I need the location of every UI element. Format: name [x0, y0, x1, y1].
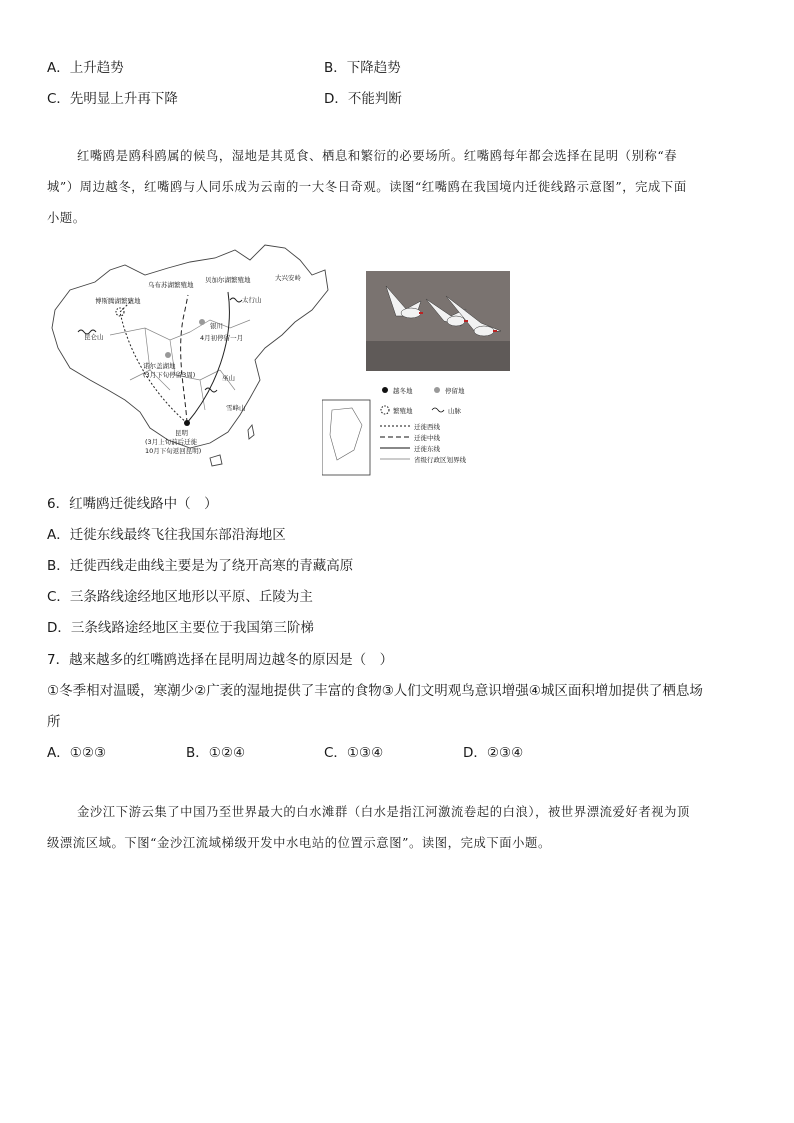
- map-label-nuoergai-stay: (3月下旬停留3周): [143, 371, 196, 379]
- yinchuan-stopover-point: [199, 319, 205, 325]
- map-label-taihang: 太行山: [242, 296, 262, 304]
- intro-paragraph-jinsha: [47, 797, 747, 859]
- q5-option-c: C．先明显上升再下降: [47, 91, 178, 107]
- q7-option-b: B．①②④: [186, 745, 246, 761]
- hainan-outline: [210, 455, 222, 466]
- map-label-kunming: 昆明: [175, 429, 188, 437]
- taiwan-outline: [248, 425, 254, 439]
- q7-items-line1: ①冬季相对温暖，寒潮少②广袤的湿地提供了丰富的食物③人们文明观鸟意识增强④城区面积增加提供了栖息场: [47, 683, 703, 699]
- legend-west-route: 迁徙西线: [414, 423, 440, 431]
- legend-east-route: 迁徙东线: [414, 445, 440, 453]
- nuoergai-stopover-point: [165, 352, 171, 358]
- route-east: [187, 292, 229, 423]
- intro-line: 级漂流区域。下图“金沙江流域梯级开发中水电站的位置示意图”。读图，完成下面小题。: [47, 836, 551, 850]
- map-label-nuoergai: 诺尔盖湖地: [143, 362, 176, 370]
- q7-option-a: A．①②③: [47, 745, 107, 761]
- legend-stopover: 停留地: [445, 387, 465, 395]
- red-billed-gull-photo: [366, 271, 510, 371]
- intro-line: 小题。: [47, 211, 86, 225]
- map-label-kunming-note2: 10月下旬返回昆明): [145, 447, 202, 455]
- map-label-baikal: 贝加尔湖繁殖地: [205, 276, 251, 284]
- map-legend: [322, 380, 512, 476]
- migration-route-map: [50, 240, 330, 478]
- map-label-kunlun: 昆仑山: [84, 333, 104, 341]
- q6-option-a: A．迁徙东线最终飞往我国东部沿海地区: [47, 527, 286, 543]
- legend-boundary: 省级行政区划界线: [414, 456, 466, 464]
- q5-option-b: B．下降趋势: [324, 60, 401, 76]
- q5-option-a: A．上升趋势: [47, 60, 124, 76]
- q5-option-d: D．不能判断: [324, 91, 402, 107]
- q6-option-b: B．迁徙西线走曲线主要是为了绕开高寒的青藏高原: [47, 558, 354, 574]
- map-label-stay-time: 4月初停留一月: [200, 334, 244, 342]
- legend-wintering: 越冬地: [393, 387, 413, 395]
- map-label-wubusu: 乌布苏湖繁殖地: [148, 281, 194, 289]
- q6-option-d: D．三条线路途经地区主要位于我国第三阶梯: [47, 620, 314, 636]
- q6-option-c: C．三条路线途经地区地形以平原、丘陵为主: [47, 589, 313, 605]
- q7-option-d: D．②③④: [463, 745, 524, 761]
- kunming-wintering-point: [184, 420, 190, 426]
- legend-breeding: 繁殖地: [393, 407, 413, 415]
- inset-map-frame: [322, 400, 370, 475]
- map-label-daxinganling: 大兴安岭: [275, 274, 301, 282]
- legend-middle-route: 迁徙中线: [414, 434, 440, 442]
- q7-stem: 7．越来越多的红嘴鸥选择在昆明周边越冬的原因是（ ）: [47, 652, 394, 668]
- intro-line: 城”）周边越冬，红嘴鸥与人同乐成为云南的一大冬日奇观。读图“红嘴鸥在我国境内迁徙线路示意图”，完成下面: [47, 180, 687, 194]
- map-label-bosten: 博斯腾湖繁殖地: [95, 297, 141, 305]
- intro-paragraph-gulls: [47, 141, 747, 234]
- q6-stem: 6．红嘴鸥迁徙线路中（ ）: [47, 496, 218, 512]
- map-label-xuefeng: 雪峰山: [226, 404, 246, 412]
- legend-mountain: 山脉: [448, 407, 461, 415]
- q7-items-line2: 所: [47, 714, 61, 730]
- map-label-yinchuan: 银川: [210, 322, 223, 330]
- route-middle: [181, 295, 188, 423]
- q7-option-c: C．①③④: [324, 745, 384, 761]
- map-label-kunming-note1: (3月上旬前后迁徙: [145, 438, 198, 446]
- intro-line: 金沙江下游云集了中国乃至世界最大的白水滩群（白水是指江河激流卷起的白浪），被世界漂流爱好者视为顶: [77, 805, 690, 819]
- bosten-breeding-point: [116, 308, 124, 316]
- intro-line: 红嘴鸥是鸥科鸥属的候鸟，湿地是其觅食、栖息和繁衍的必要场所。红嘴鸥每年都会选择在昆明（别称“春: [77, 149, 678, 163]
- map-label-wushan: 巫山: [222, 374, 235, 382]
